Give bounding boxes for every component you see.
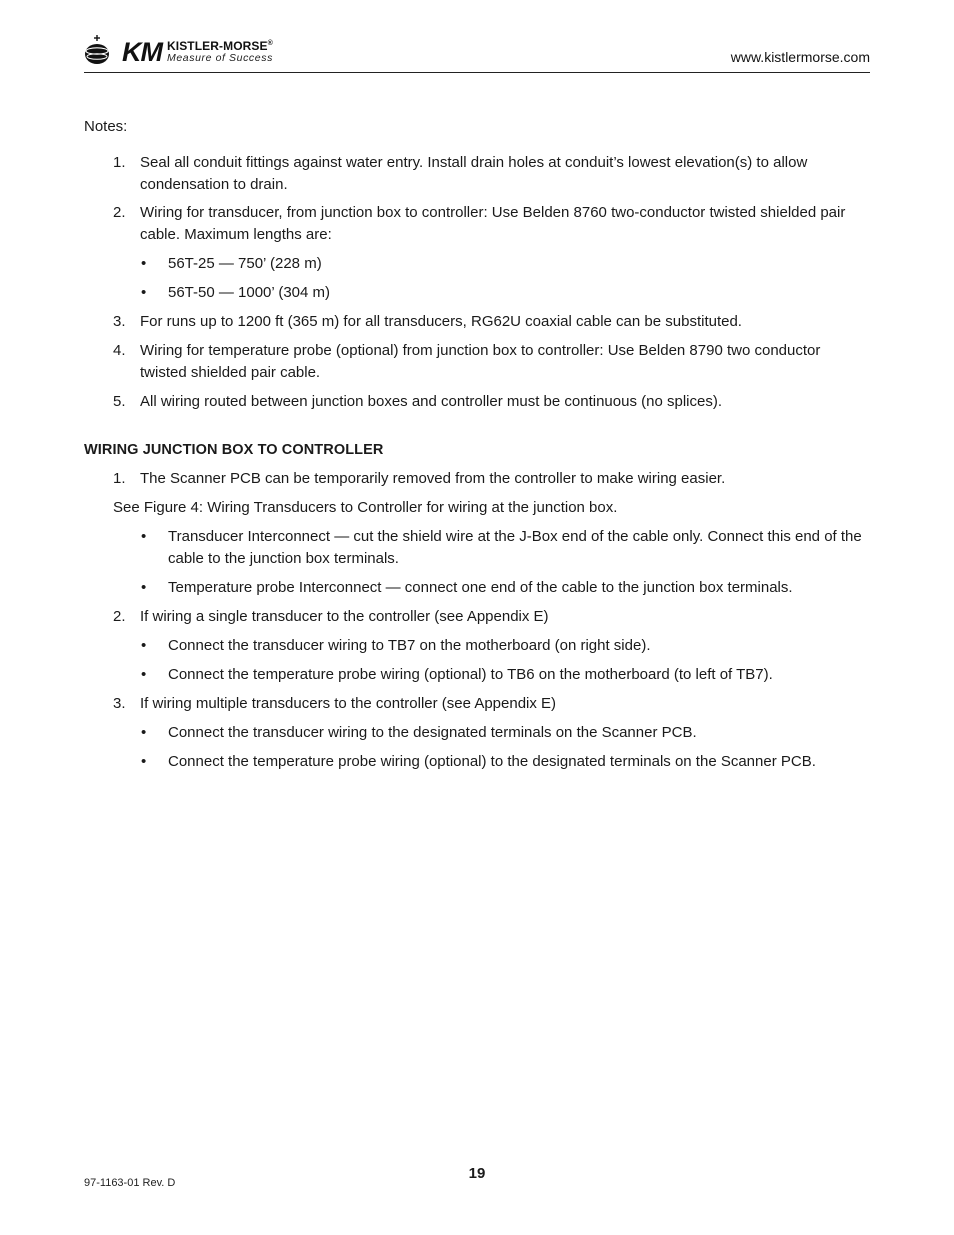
note-text: Wiring for temperature probe (optional) from junction box to controller: Use Belden 8790 two conductor twisted shielded pair cable.	[140, 342, 821, 381]
note-number: 2.	[113, 204, 126, 221]
note-number: 4.	[113, 342, 126, 359]
bullet-item	[84, 635, 870, 657]
bullet-text: Connect the transducer wiring to TB7 on the motherboard (on right side).	[168, 637, 651, 654]
step-text: If wiring multiple transducers to the controller (see Appendix E)	[140, 695, 557, 712]
step-item	[84, 693, 870, 715]
note-text: Seal all conduit fittings against water entry. Install drain holes at conduit’s lowest elevation(s) to allow condensation to drain.	[140, 154, 808, 193]
note-item	[84, 340, 870, 384]
wiring-steps	[84, 468, 870, 490]
note-text: Wiring for transducer, from junction box to controller: Use Belden 8760 two-conductor twisted shielded pair cable. Maximum lengths are:	[140, 204, 846, 243]
note-item	[84, 311, 870, 333]
bullet-item	[84, 722, 870, 744]
bullet-text: 56T-50 — 1000’ (304 m)	[168, 284, 331, 301]
note-text: All wiring routed between junction boxes and controller must be continuous (no splices).	[140, 393, 722, 410]
logo-letters: KM	[122, 37, 162, 67]
note-text: For runs up to 1200 ft (365 m) for all transducers, RG62U coaxial cable can be substituted.	[140, 313, 742, 330]
cable-length-list	[84, 253, 870, 304]
bullet-text: Connect the temperature probe wiring (optional) to TB6 on the motherboard (to left of TB7).	[168, 666, 773, 683]
step-number: 2.	[113, 608, 126, 625]
bullet-icon: •	[141, 528, 147, 545]
step-text: If wiring a single transducer to the controller (see Appendix E)	[140, 608, 549, 625]
globe-logo-icon	[84, 34, 120, 70]
bullet-item	[84, 664, 870, 686]
note-number: 5.	[113, 393, 126, 410]
single-transducer-list	[84, 635, 870, 686]
bullet-icon: •	[141, 637, 147, 654]
step-item	[84, 468, 870, 490]
website-url: www.kistlermorse.com	[730, 49, 870, 65]
note-number: 3.	[113, 313, 126, 330]
cable-length-bullets	[84, 253, 870, 304]
wiring-steps-continued	[84, 606, 870, 628]
bullet-icon: •	[141, 666, 147, 683]
notes-label: Notes:	[84, 118, 128, 135]
bullet-text: Connect the transducer wiring to the designated terminals on the Scanner PCB.	[168, 724, 697, 741]
bullet-icon: •	[141, 753, 147, 770]
bullet-text: Temperature probe Interconnect — connect one end of the cable to the junction box terminals.	[168, 579, 793, 596]
bullet-item	[84, 751, 870, 773]
bullet-item	[84, 526, 870, 570]
wiring-steps-final	[84, 693, 870, 715]
bullet-icon: •	[141, 255, 147, 272]
bullet-icon: •	[141, 724, 147, 741]
bullet-text: 56T-25 — 750’ (228 m)	[168, 255, 322, 272]
note-item	[84, 152, 870, 196]
bullet-item	[84, 577, 870, 599]
bullet-text: Connect the temperature probe wiring (optional) to the designated terminals on the Scanner PCB.	[168, 753, 816, 770]
bullet-item	[84, 253, 870, 275]
page-header	[84, 34, 870, 73]
step-text: The Scanner PCB can be temporarily removed from the controller to make wiring easier.	[140, 470, 726, 487]
note-item	[84, 202, 870, 246]
brand-name	[167, 40, 273, 52]
page-number: 19	[468, 1165, 486, 1182]
company-logo	[84, 34, 273, 70]
bullet-icon: •	[141, 579, 147, 596]
brand-name-text: KISTLER-MORSE	[167, 39, 268, 53]
document-number: 97-1163-01 Rev. D	[84, 1177, 176, 1189]
note-number: 1.	[113, 154, 126, 171]
logo-wordmark	[167, 40, 273, 64]
page-body	[84, 116, 870, 773]
bullet-icon: •	[141, 284, 147, 301]
step-number: 3.	[113, 695, 126, 712]
figure-reference: See Figure 4: Wiring Transducers to Controller for wiring at the junction box.	[113, 499, 618, 516]
step-number: 1.	[113, 470, 126, 487]
bullet-text: Transducer Interconnect — cut the shield wire at the J-Box end of the cable only. Connect this end of the cable to the junction box terminals.	[168, 528, 862, 567]
step-item	[84, 606, 870, 628]
registered-mark: ®	[267, 40, 273, 47]
section-heading: WIRING JUNCTION BOX TO CONTROLLER	[84, 442, 384, 458]
bullet-item	[84, 282, 870, 304]
note-item	[84, 391, 870, 413]
notes-list	[84, 152, 870, 413]
interconnect-list	[84, 526, 870, 599]
brand-tagline: Measure of Success	[167, 52, 273, 64]
multiple-transducer-list	[84, 722, 870, 773]
